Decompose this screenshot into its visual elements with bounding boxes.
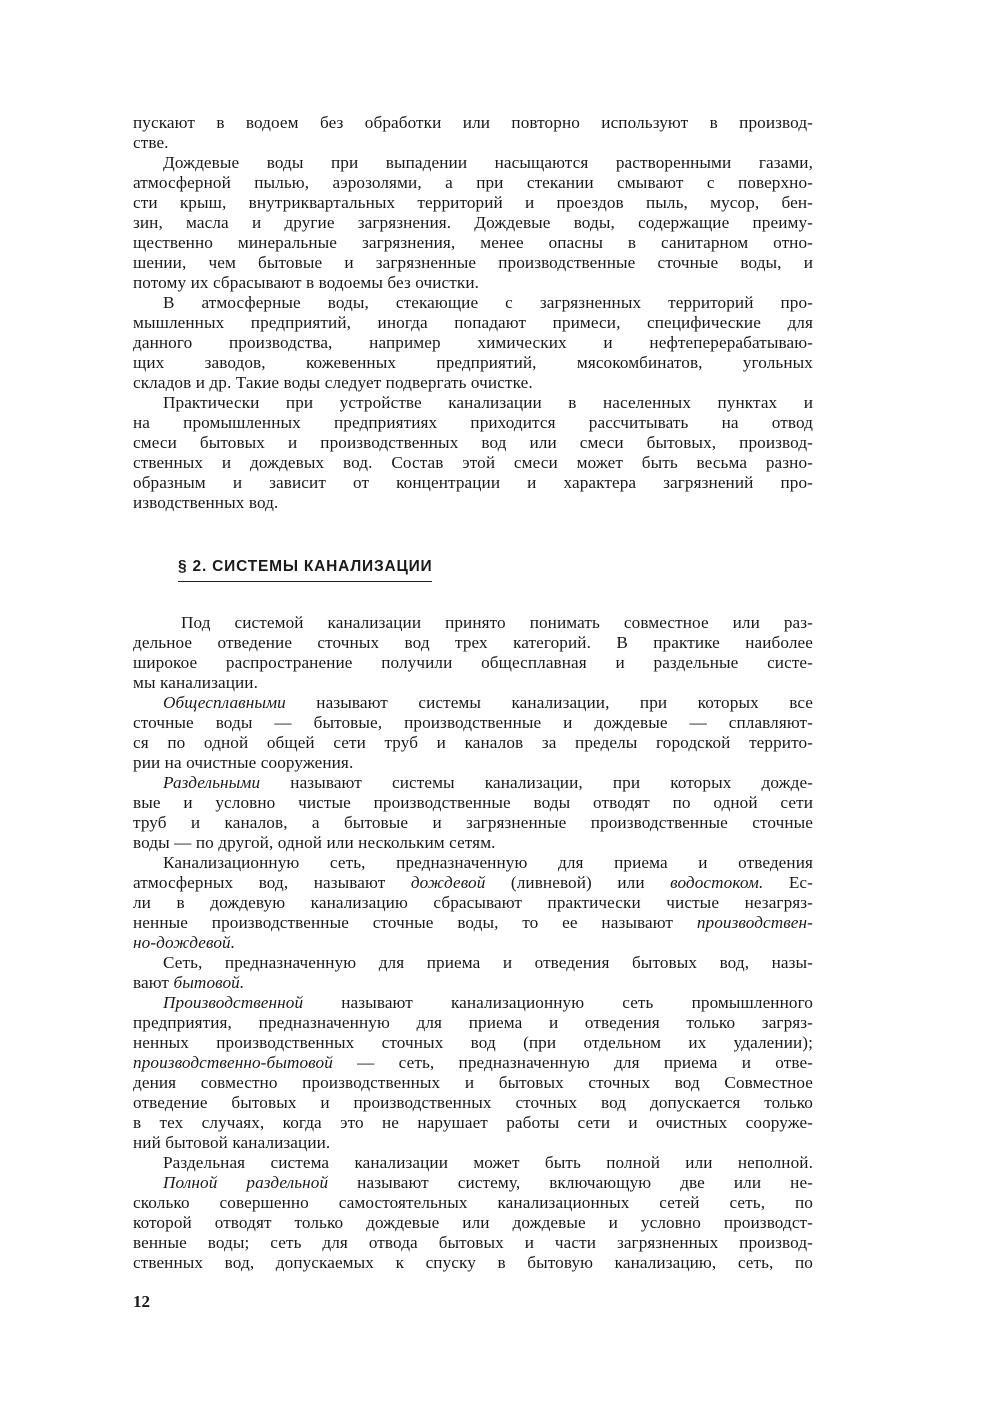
- text-line: зин, масла и другие загрязнения. Дождевые воды, содержащие преиму-: [133, 213, 813, 232]
- text-line: дельное отведение сточных вод трех категорий. В практике наиболее: [133, 633, 813, 652]
- text-line: Сеть, предназначенную для приема и отведения бытовых вод, назы-: [163, 953, 813, 972]
- text-line: ненные производственные сточные воды, то ее называют производствен-: [133, 913, 813, 932]
- section-heading: § 2. СИСТЕМЫ КАНАЛИЗАЦИИ: [178, 558, 432, 582]
- text-line: мы канализации.: [133, 673, 259, 692]
- text-line: Раздельная система канализации может быть полной или неполной.: [163, 1153, 813, 1172]
- text-line: ственных вод, допускаемых к спуску в бытовую канализацию, сеть, по: [133, 1253, 813, 1272]
- text-line: щественно минеральные загрязнения, менее опасны в санитарном отно-: [133, 233, 813, 252]
- text-line: рии на очистные сооружения.: [133, 753, 354, 772]
- text-line: в тех случаях, когда это не нарушает работы сети и очистных сооруже-: [133, 1113, 813, 1132]
- text-line: потому их сбрасывают в водоемы без очистки.: [133, 273, 480, 292]
- text-line: на промышленных предприятиях приходится рассчитывать на отвод: [133, 413, 813, 432]
- text-line: ственных и дождевых вод. Состав этой смеси может быть весьма разно-: [133, 453, 813, 472]
- text-block-sewer-systems: [133, 613, 813, 1273]
- text-line: изводственных вод.: [133, 493, 279, 512]
- text-block-wastewater-sources: [133, 113, 813, 513]
- text-line: Под системой канализации принято понимать совместное или раз-: [181, 613, 813, 632]
- text-line: Производственной называют канализационную сеть промышленного: [163, 993, 813, 1012]
- text-line: стве.: [133, 133, 169, 152]
- text-line: образным и зависит от концентрации и характера загрязнений про-: [133, 473, 813, 492]
- text-line: ненных производственных сточных вод (при отдельном их удалении);: [133, 1033, 813, 1052]
- text-line: складов и др. Такие воды следует подвергать очистке.: [133, 373, 533, 392]
- text-line: предприятия, предназначенную для приема и отведения только загряз-: [133, 1013, 813, 1032]
- text-line: атмосферной пылью, аэрозолями, а при стекании смывают с поверхно-: [133, 173, 813, 192]
- text-line: Практически при устройстве канализации в населенных пунктах и: [163, 393, 813, 412]
- text-line: атмосферных вод, называют дождевой (ливневой) или водостоком. Ес-: [133, 873, 813, 892]
- text-line: данного производства, например химических и нефтеперерабатываю-: [133, 333, 813, 352]
- text-line: Дождевые воды при выпадении насыщаются растворенными газами,: [163, 153, 813, 172]
- text-line: производственно-бытовой — сеть, предназначенную для приема и отве-: [133, 1053, 813, 1072]
- text-line: отведение бытовых и производственных сточных вод допускается только: [133, 1093, 813, 1112]
- text-line: воды — по другой, одной или нескольким сетям.: [133, 833, 496, 852]
- text-line: шении, чем бытовые и загрязненные производственные сточные воды, и: [133, 253, 813, 272]
- text-line: сколько совершенно самостоятельных канализационных сетей сеть, по: [133, 1193, 813, 1212]
- text-line: труб и каналов, а бытовые и загрязненные производственные сточные: [133, 813, 813, 832]
- text-line: дения совместно производственных и бытовых сточных вод Совместное: [133, 1073, 813, 1092]
- page-number: 12: [133, 1292, 150, 1311]
- text-line: широкое распространение получили общесплавная и раздельные систе-: [133, 653, 813, 672]
- text-line: венные воды; сеть для отвода бытовых и части загрязненных производ-: [133, 1233, 813, 1252]
- text-line: щих заводов, кожевенных предприятий, мясокомбинатов, угольных: [133, 353, 813, 372]
- text-line: пускают в водоем без обработки или повторно используют в производ-: [133, 113, 813, 132]
- text-line: ли в дождевую канализацию сбрасывают практически чистые незагряз-: [133, 893, 813, 912]
- text-line: вые и условно чистые производственные воды отводят по одной сети: [133, 793, 813, 812]
- text-line: смеси бытовых и производственных вод или смеси бытовых, производ-: [133, 433, 813, 452]
- text-line: мышленных предприятий, иногда попадают примеси, специфические для: [133, 313, 813, 332]
- text-line: сточные воды — бытовые, производственные и дождевые — сплавляют-: [133, 713, 813, 732]
- page-text-section2: [133, 613, 813, 1273]
- text-line: Полной раздельной называют систему, включающую две или не-: [163, 1173, 813, 1192]
- text-line: вают бытовой.: [133, 973, 245, 992]
- page-text: [133, 113, 813, 513]
- text-line: Раздельными называют системы канализации, при которых дожде-: [163, 773, 813, 792]
- text-line: которой отводят только дождевые или дождевые и условно производст-: [133, 1213, 813, 1232]
- text-line: сти крыш, внутриквартальных территорий и проездов пыль, мусор, бен-: [133, 193, 813, 212]
- text-line: Канализационную сеть, предназначенную для приема и отведения: [163, 853, 813, 872]
- text-line: но-дождевой.: [133, 933, 236, 952]
- text-line: ся по одной общей сети труб и каналов за пределы городской террито-: [133, 733, 813, 752]
- text-line: Общесплавными называют системы канализации, при которых все: [163, 693, 813, 712]
- text-line: В атмосферные воды, стекающие с загрязненных территорий про-: [163, 293, 813, 312]
- text-line: ний бытовой канализации.: [133, 1133, 331, 1152]
